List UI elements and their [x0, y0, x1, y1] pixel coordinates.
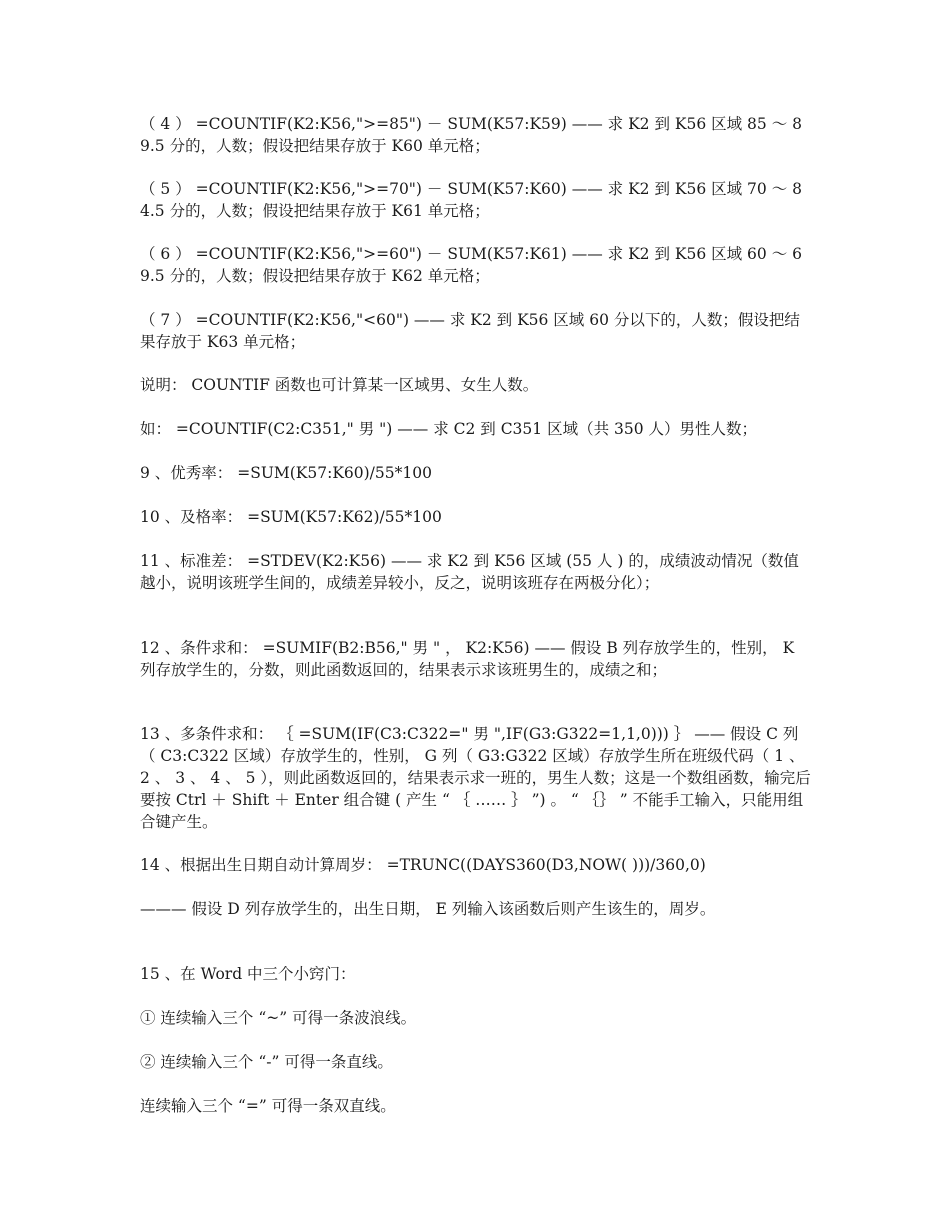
paragraph-wavy-line-tip: ① 连续输入三个 “~” 可得一条波浪线。	[140, 1009, 417, 1027]
paragraph-countif-below-60: （ 7 ） =COUNTIF(K2:K56,"<60") —— 求 K2 到 K56 区域 60 分以下的，人数；假设把结果存放于 K63 单元格；	[140, 311, 800, 351]
paragraph-pass-rate: 10 、及格率： =SUM(K57:K62)/55*100	[140, 508, 442, 526]
paragraph-countif-70: （ 5 ） =COUNTIF(K2:K56,">=70") － SUM(K57:K60) —— 求 K2 到 K56 区域 70 ～ 84.5 分的，人数；假设把结果存放于 K61 单元格；	[140, 180, 802, 220]
paragraph-conditional-sum: 12 、条件求和： =SUMIF(B2:B56," 男 " ， K2:K56) —— 假设 B 列存放学生的，性别， K 列存放学生的，分数，则此函数返回的，结果表示求该班男生的，成绩之和；	[140, 639, 795, 679]
paragraph-standard-deviation: 11 、标准差： =STDEV(K2:K56) —— 求 K2 到 K56 区域 (55 人 ) 的，成绩波动情况（数值越小，说明该班学生间的，成绩差异较小，反之，说明该班存在两极分化）；	[140, 552, 799, 592]
paragraph-age-calculation: 14 、根据出生日期自动计算周岁： =TRUNC((DAYS360(D3,NOW( )))/360,0)	[140, 856, 706, 874]
paragraph-age-explanation: ——— 假设 D 列存放学生的，出生日期， E 列输入该函数后则产生该生的，周岁。	[140, 900, 716, 918]
paragraph-multi-condition-sum: 13 、多条件求和： ｛ =SUM(IF(C3:C322=" 男 ",IF(G3:G322=1,1,0))) ｝ —— 假设 C 列（ C3:C322 区域）存放学生的，性别， G 列（ G3:G322 区域）存放学生所在班级代码（ 1 、 2 、 3 、 4 、 5 ），则此函数返回的，结果表示求一班的，男生人数；这是一个数组函数，输完后要按 Ctrl ＋ Shift ＋ Enter 组合键 ( 产生 “ ｛ …… ｝ ”) 。 “ ｛｝ ” 不能手工输入，只能用组合键产生。	[140, 725, 811, 831]
paragraph-countif-60: （ 6 ） =COUNTIF(K2:K56,">=60") － SUM(K57:K61) —— 求 K2 到 K56 区域 60 ～ 69.5 分的，人数；假设把结果存放于 K62 单元格；	[140, 245, 802, 285]
paragraph-straight-line-tip: ② 连续输入三个 “-” 可得一条直线。	[140, 1053, 393, 1071]
paragraph-countif-note: 说明： COUNTIF 函数也可计算某一区域男、女生人数。	[140, 376, 539, 394]
paragraph-countif-example: 如： =COUNTIF(C2:C351," 男 ") —— 求 C2 到 C351 区域（共 350 人）男性人数；	[140, 420, 758, 438]
paragraph-word-tips-heading: 15 、在 Word 中三个小窍门：	[140, 965, 356, 983]
paragraph-double-line-tip: 连续输入三个 “=” 可得一条双直线。	[140, 1097, 396, 1115]
paragraph-excellence-rate: 9 、优秀率： =SUM(K57:K60)/55*100	[140, 464, 432, 482]
paragraph-countif-85: （ 4 ） =COUNTIF(K2:K56,">=85") － SUM(K57:K59) —— 求 K2 到 K56 区域 85 ～ 89.5 分的，人数；假设把结果存放于 K60 单元格；	[140, 115, 802, 155]
